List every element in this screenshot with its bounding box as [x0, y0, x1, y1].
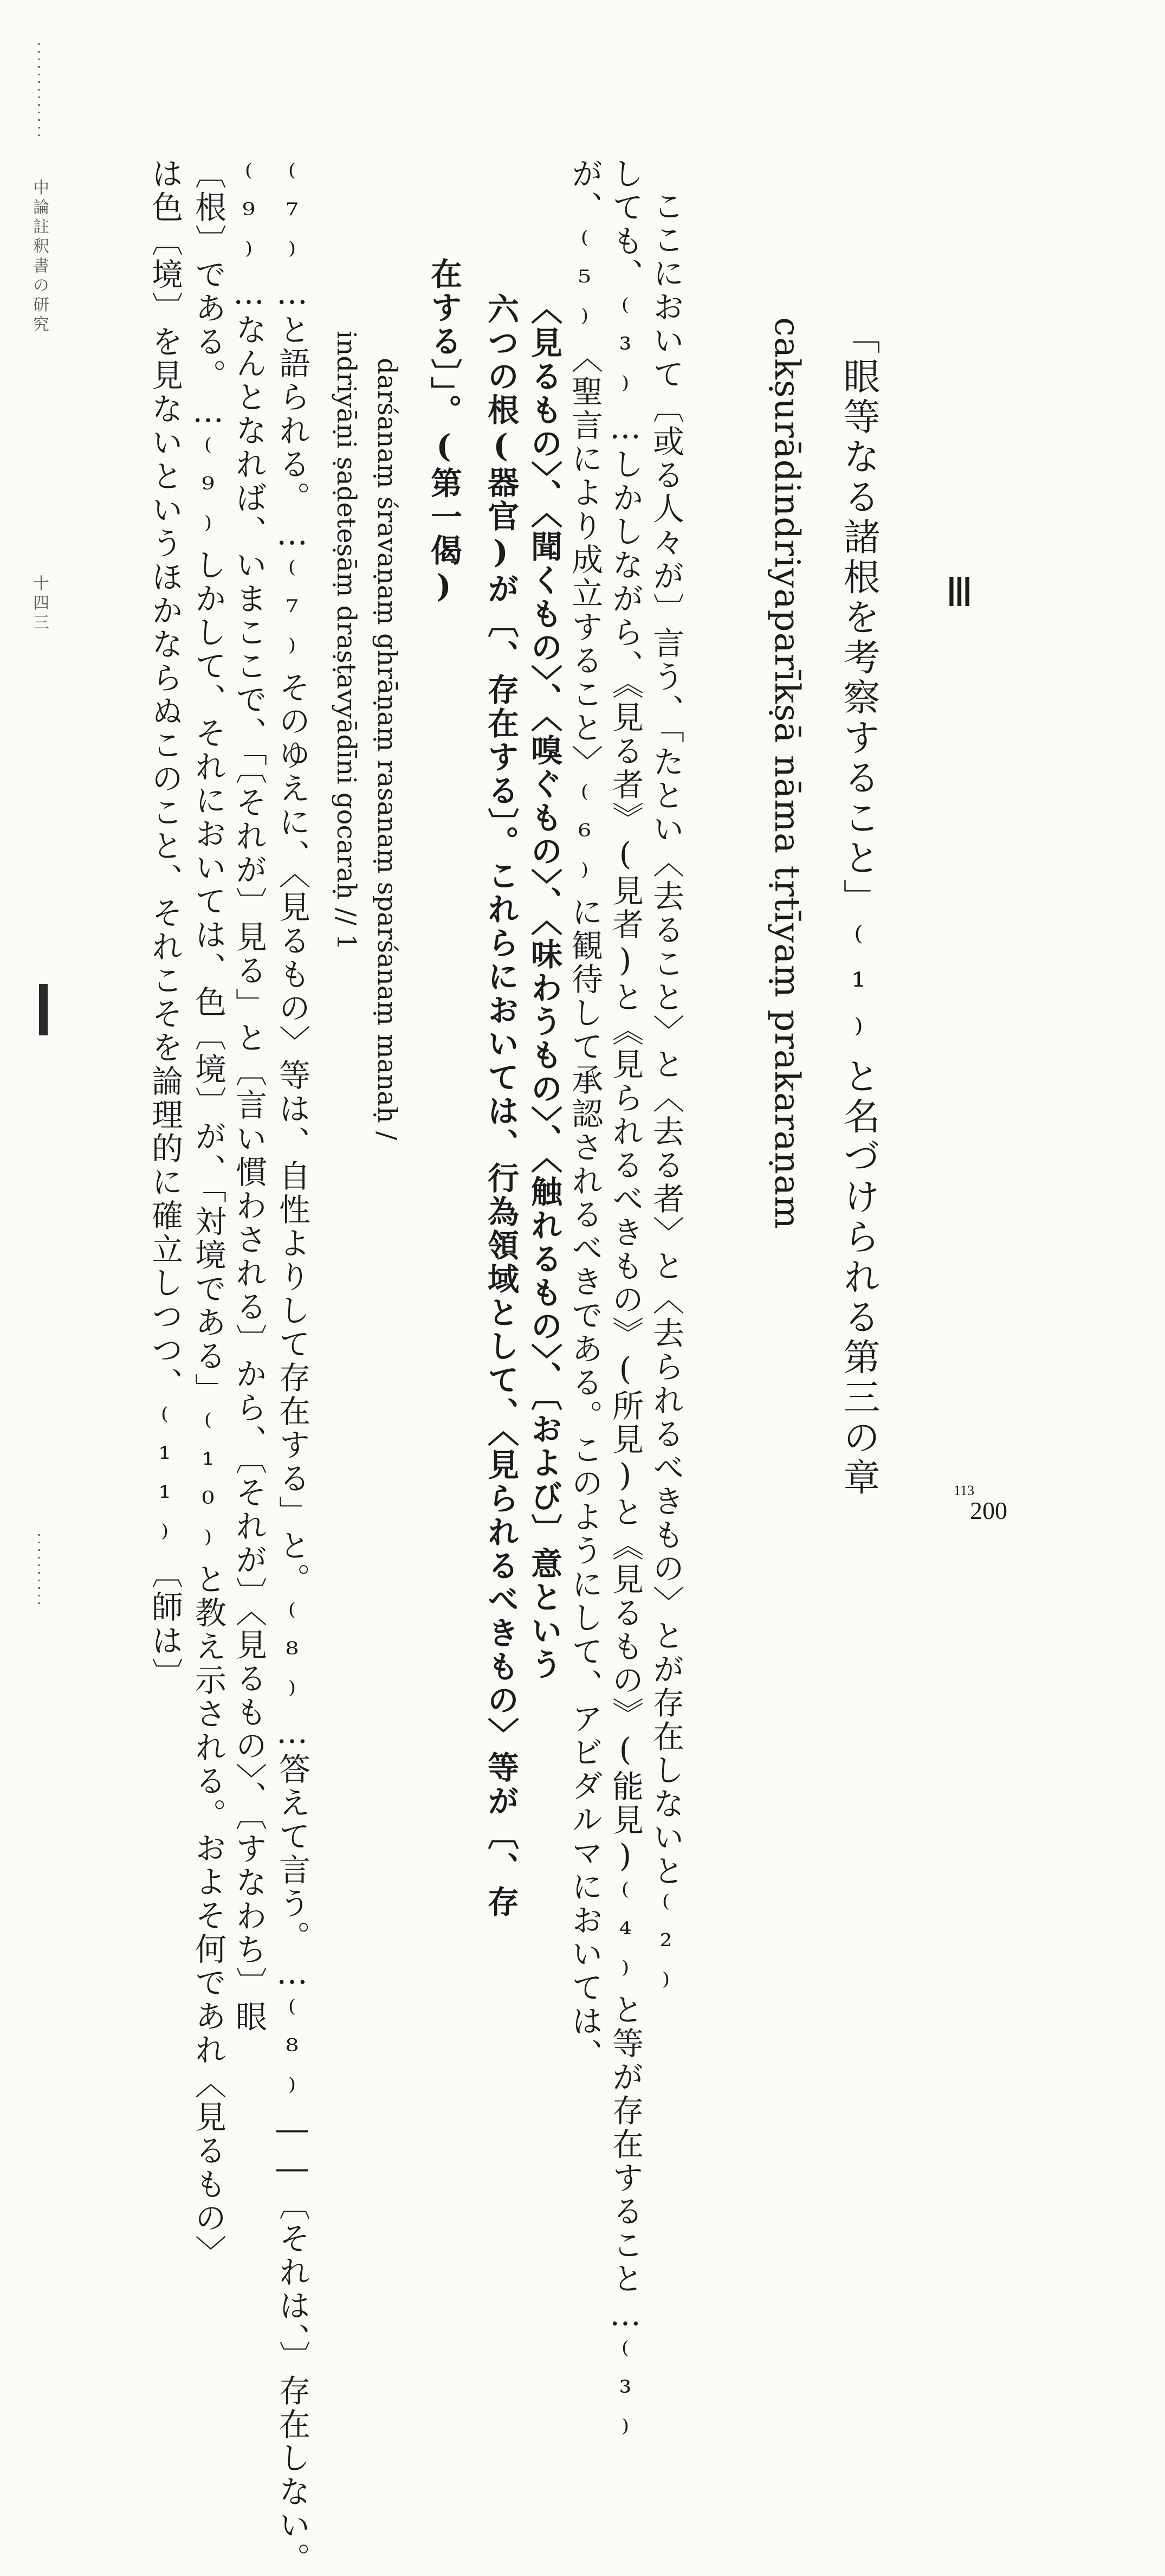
body-line: は色〔境〕を見ないというほかならぬこのこと、それこそを論理的に確立しつつ、⁽¹¹⁾〔師は〕: [146, 157, 183, 1691]
verse-line: indriyāṇi ṣaḍeteṣāṃ draṣṭavyādīni gocaraḥ // 1: [331, 331, 361, 950]
body-line: 在する〕」。(第一偈): [425, 257, 462, 607]
body-line: ここにおいて〔或る人々が〕言う、「たとい〈去ること〉と〈去る者〉と〈去られるべきもの〉とが存在しないと⁽²⁾: [648, 190, 684, 2005]
scan-edge-dots: [38, 1534, 40, 1610]
body-line: が、⁽⁵⁾〈聖言により成立すること〉⁽⁶⁾に観待して承認されるべきである。このようにして、アビダルマにおいては、: [566, 157, 603, 2072]
body-line: ⁽⁹⁾…なんとなれば、いまここで、「〔それが〕見る」と〔言い慣わされる〕から、〔それが〕〈見るもの〉、〔すなわち〕眼: [230, 157, 267, 2034]
chapter-number: Ⅲ: [946, 571, 973, 615]
page-number-small: 113: [954, 1483, 975, 1498]
verse-line: darśanaṃ śravaṇaṃ ghrāṇaṃ rasanaṃ sparśanaṃ manaḥ /: [372, 358, 402, 1141]
chapter-title: 「眼等なる諸根を考察すること」⁽¹⁾と名づけられる第三の章: [837, 317, 880, 1498]
running-head-number: 十四三: [30, 575, 49, 633]
body-line: 〈見るもの〉、〈聞くもの〉、〈嗅ぐもの〉、〈味わうもの〉、〈触れるもの〉、〔および〕意という: [526, 293, 562, 1682]
page-number: 200: [970, 1497, 1007, 1524]
body-line: 六つの根(器官)が〔、存在する〕。これらにおいては、行為領域として、〈見られるべきもの〉等が〔、存: [482, 293, 519, 1919]
body-line: 〔根〕である。…⁽⁹⁾しかして、それにおいては、色〔境〕が、「対境である」⁽¹⁰⁾と教え示される。およそ何であれ〈見るもの〉: [190, 157, 226, 2269]
chapter-sanskrit-title: cakṣurādindriyaparīkṣā nāma tṛtīyaṃ prakaraṇam: [767, 317, 807, 1229]
scan-edge-mark: [39, 984, 48, 1035]
scan-edge-dots: [38, 43, 40, 141]
body-line: ⁽⁷⁾…と語られる。…⁽⁷⁾そのゆえに、〈見るもの〉等は、自性よりして存在する」と。⁽⁸⁾…答えて言う。…⁽⁸⁾――〔それは、〕存在しない。: [274, 157, 310, 2576]
body-line: しても、⁽³⁾…しかしながら、《見る者》(見者)と《見られるべきもの》(所見)と《見るもの》(能見)⁽⁴⁾と等が存在すること…⁽³⁾: [607, 157, 644, 2452]
running-head-title: 中論註釈書の研究: [30, 179, 49, 335]
